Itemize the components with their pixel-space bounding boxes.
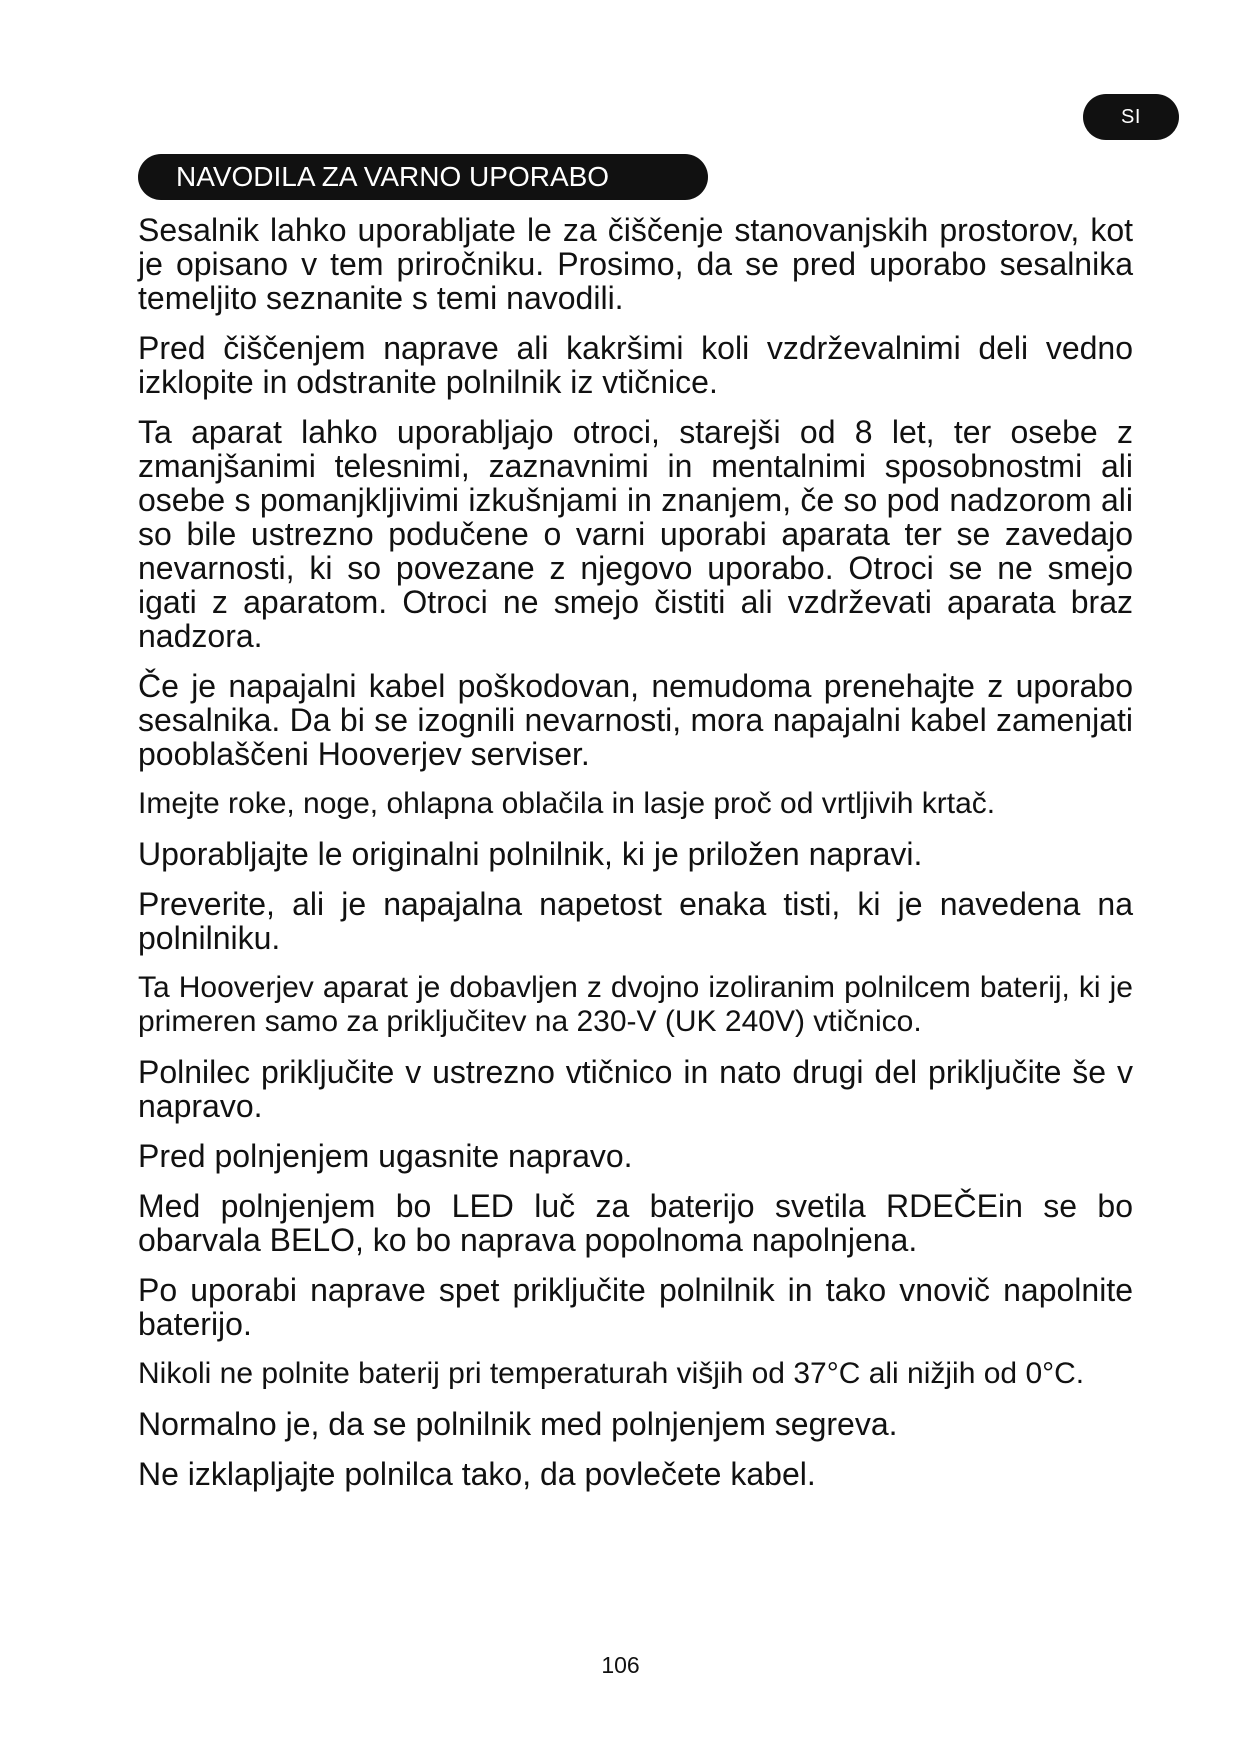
paragraph-temperature-limits: Nikoli ne polnite baterij pri temperaturah višjih od 37°C ali nižjih od 0°C. [138, 1357, 1085, 1390]
paragraph-double-insulated-charger: Ta Hooverjev aparat je dobavljen z dvojno izoliranim polnilcem baterij, ki je primeren samo za priključitev na 230-V (UK 240V) vtičnico. [138, 971, 1133, 1038]
paragraph-led-indicator: Med polnjenjem bo LED luč za baterijo svetila RDEČEin se bo obarvala BELO, ko bo naprava popolnoma napolnjena. [138, 1188, 1133, 1258]
paragraph-do-not-pull-cable: Ne izklapljajte polnilca tako, da povlečete kabel. [138, 1456, 816, 1492]
paragraph-rotating-brushes: Imejte roke, noge, ohlapna oblačila in lasje proč od vrtljivih krtač. [138, 787, 996, 820]
paragraph-connect-charger: Polnilec priključite v ustrezno vtičnico in nato drugi del priključite še v napravo. [138, 1054, 1133, 1124]
paragraph-voltage-check: Preverite, ali je napajalna napetost enaka tisti, ki je navedena na polnilniku. [138, 886, 1133, 956]
paragraph-switch-off-before-charging: Pred polnjenjem ugasnite napravo. [138, 1138, 633, 1174]
safety-instructions [138, 213, 1133, 1507]
paragraph-intended-use: Sesalnik lahko uporabljate le za čiščenje stanovanjskih prostorov, kot je opisano v tem priročniku. Prosimo, da se pred uporabo sesalnika temeljito seznanite s temi navodili. [138, 212, 1133, 316]
paragraph-original-charger: Uporabljajte le originalni polnilnik, ki je priložen napravi. [138, 836, 923, 872]
paragraph-damaged-cable: Če je napajalni kabel poškodovan, nemudoma prenehajte z uporabo sesalnika. Da bi se izognili nevarnosti, mora napajalni kabel zamenjati pooblaščeni Hooverjev serviser. [138, 668, 1133, 772]
paragraph-charger-warms: Normalno je, da se polnilnik med polnjenjem segreva. [138, 1406, 898, 1442]
section-title: NAVODILA ZA VARNO UPORABO [138, 154, 708, 200]
page-number: 106 [601, 1652, 640, 1678]
paragraph-unplug-before-cleaning: Pred čiščenjem naprave ali kakršimi koli vzdrževalnimi deli vedno izklopite in odstranite polnilnik iz vtičnice. [138, 330, 1133, 400]
paragraph-children-supervision: Ta aparat lahko uporabljajo otroci, starejši od 8 let, ter osebe z zmanjšanimi telesnimi, zaznavnimi in mentalnimi sposobnostmi ali osebe s pomanjkljivimi izkušnjami in znanjem, če so pod nadzorom ali so bile ustrezno podučene o varni uporabi aparata ter se zavedajo nevarnosti, ki so povezane z njegovo uporabo. Otroci se ne smejo igati z aparatom. Otroci ne smejo čistiti ali vzdrževati aparata braz nadzora. [138, 414, 1133, 654]
paragraph-recharge-after-use: Po uporabi naprave spet priključite polnilnik in tako vnovič napolnite baterijo. [138, 1272, 1133, 1342]
language-badge: SI [1083, 94, 1179, 140]
